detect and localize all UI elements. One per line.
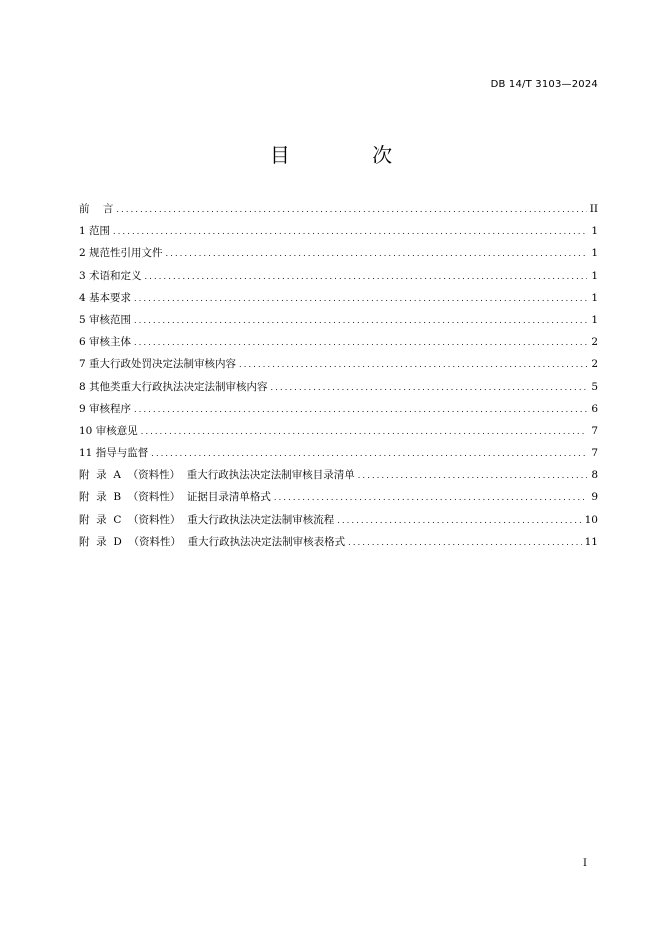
toc-leader-dots: [348, 534, 582, 552]
toc-entry-label: 11 指导与监督: [79, 447, 149, 460]
toc-entry-appendix-a[interactable]: [79, 466, 598, 488]
toc-leader-dots: [134, 334, 587, 352]
toc-entry-page: 7: [591, 447, 598, 460]
toc-leader-dots: [134, 290, 587, 308]
toc-entry-foreword[interactable]: [79, 200, 598, 222]
toc-entry-page: 11: [584, 535, 598, 548]
toc-leader-dots: [166, 245, 587, 263]
toc-entry-label: 10 审核意见: [79, 424, 138, 437]
toc-entry-label: 附 录 B （资料性） 证据目录清单格式: [79, 491, 271, 504]
toc-entry-page: 1: [591, 313, 598, 326]
toc-leader-dots: [271, 379, 587, 397]
toc-leader-dots: [113, 223, 587, 241]
toc-entry-label: 6 审核主体: [79, 336, 132, 349]
toc-entry-label: 前 言: [79, 203, 114, 215]
toc-leader-dots: [134, 401, 587, 419]
toc-leader-dots: [141, 423, 587, 441]
toc-entry-label: 附 录 A （资料性） 重大行政执法决定法制审核目录清单: [79, 469, 355, 482]
toc-entry-page: 1: [591, 291, 598, 304]
toc-entry-appendix-d[interactable]: [79, 533, 598, 555]
toc-entry-page: 10: [584, 513, 598, 526]
toc-entry-label: 8 其他类重大行政执法决定法制审核内容: [79, 380, 268, 393]
toc-entry-page: 1: [591, 247, 598, 260]
document-code: DB 14/T 3103—2024: [490, 79, 598, 90]
toc-entry-page: 2: [591, 358, 598, 371]
toc-entry-appendix-b[interactable]: [79, 488, 598, 510]
toc-entry-appendix-c[interactable]: [79, 511, 598, 533]
toc-entry-review-opinion[interactable]: [79, 422, 598, 444]
toc-entry-page: II: [589, 203, 598, 215]
toc-leader-dots: [145, 268, 587, 286]
toc-entry-review-subject[interactable]: [79, 333, 598, 355]
toc-entry-label: 3 术语和定义: [79, 269, 142, 282]
toc-entry-scope[interactable]: [79, 222, 598, 244]
toc-entry-basic-requirements[interactable]: [79, 289, 598, 311]
toc-entry-label: 7 重大行政处罚决定法制审核内容: [79, 358, 237, 371]
table-of-contents: [79, 200, 598, 555]
toc-entry-page: 1: [591, 225, 598, 238]
toc-leader-dots: [239, 356, 587, 374]
toc-entry-page: 9: [591, 491, 598, 504]
toc-entry-label: 2 规范性引用文件: [79, 247, 163, 260]
toc-entry-label: 附 录 C （资料性） 重大行政执法决定法制审核流程: [79, 513, 335, 526]
toc-entry-other-review-content[interactable]: [79, 378, 598, 400]
toc-entry-penalty-review-content[interactable]: [79, 355, 598, 377]
page-number: I: [583, 858, 587, 869]
toc-entry-page: 1: [591, 269, 598, 282]
toc-entry-normative-references[interactable]: [79, 244, 598, 266]
toc-entry-label: 5 审核范围: [79, 313, 132, 326]
toc-entry-page: 8: [591, 469, 598, 482]
toc-entry-page: 2: [591, 336, 598, 349]
toc-entry-label: 1 范围: [79, 225, 111, 238]
toc-leader-dots: [116, 201, 586, 219]
toc-entry-page: 6: [591, 402, 598, 415]
toc-entry-label: 4 基本要求: [79, 291, 132, 304]
toc-entry-review-scope[interactable]: [79, 311, 598, 333]
toc-leader-dots: [151, 445, 587, 463]
toc-entry-review-procedure[interactable]: [79, 400, 598, 422]
toc-entry-page: 7: [591, 424, 598, 437]
toc-leader-dots: [358, 467, 587, 485]
toc-leader-dots: [274, 489, 587, 507]
toc-entry-label: 附 录 D （资料性） 重大行政执法决定法制审核表格式: [79, 535, 346, 548]
toc-entry-guidance-supervision[interactable]: [79, 444, 598, 466]
toc-title: 目 次: [269, 143, 431, 167]
toc-entry-label: 9 审核程序: [79, 402, 132, 415]
toc-leader-dots: [134, 312, 587, 330]
toc-entry-terms-definitions[interactable]: [79, 267, 598, 289]
toc-leader-dots: [337, 512, 581, 530]
toc-entry-page: 5: [591, 380, 598, 393]
